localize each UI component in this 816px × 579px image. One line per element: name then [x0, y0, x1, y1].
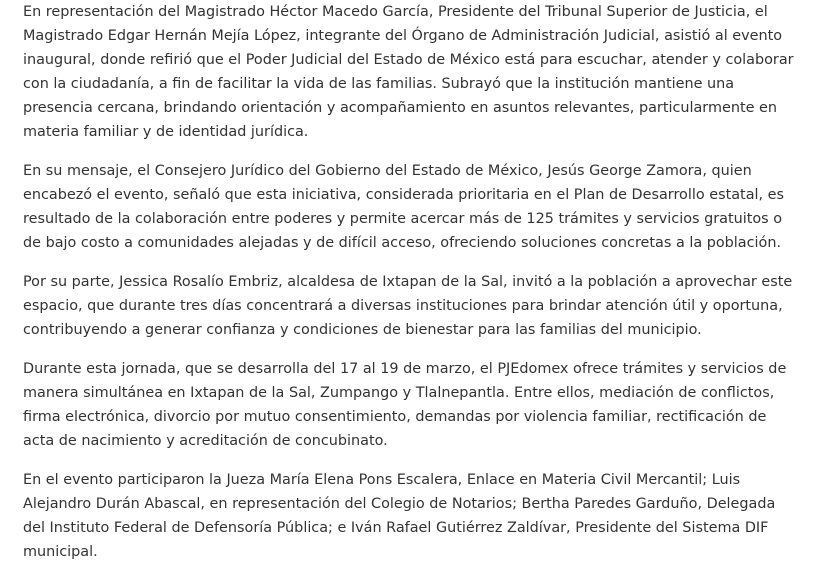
paragraph-magistrado: En representación del Magistrado Héctor Macedo García, Presidente del Tribunal Superior de Justicia, el Magistrado Edgar Hernán Mejía López, integrante del Órgano de Administración Judicial, asistió al evento inaugural, donde refirió que el Poder Judicial del Estado de México está para escuchar, atender y colaborar con la ciudadanía, a fin de facilitar la vida de las familias. Subrayó que la institución mantiene una presencia cercana, brindando orientación y acompañamiento en asuntos relevantes, particularmente en materia familiar y de identidad jurídica.: [23, 4, 794, 140]
paragraph-participantes: En el evento participaron la Jueza María Elena Pons Escalera, Enlace en Materia Civil Mercantil; Luis Alejandro Durán Abascal, en representación del Colegio de Notarios; Bertha Paredes Garduño, Delegada del Instituto Federal de Defensoría Pública; e Iván Rafael Gutiérrez Zaldívar, Presidente del Sistema DIF municipal.: [23, 472, 776, 560]
paragraph-consejero: En su mensaje, el Consejero Jurídico del Gobierno del Estado de México, Jesús George Zamora, quien encabezó el evento, señaló que esta iniciativa, considerada prioritaria en el Plan de Desarrollo estatal, es resultado de la colaboración entre poderes y permite acercar más de 125 trámites y servicios gratuitos o de bajo costo a comunidades alejadas y de difícil acceso, ofreciendo soluciones concretas a la población.: [23, 163, 785, 251]
article-body: [23, 0, 798, 579]
paragraph-jornada: Durante esta jornada, que se desarrolla del 17 al 19 de marzo, el PJEdomex ofrece trámites y servicios de manera simultánea en Ixtapan de la Sal, Zumpango y Tlalnepantla. Entre ellos, mediación de conflictos, firma electrónica, divorcio por mutuo consentimiento, demandas por violencia familiar, rectificación de acta de nacimiento y acreditación de concubinato.: [23, 361, 787, 449]
paragraph-alcaldesa: Por su parte, Jessica Rosalío Embriz, alcaldesa de Ixtapan de la Sal, invitó a la población a aprovechar este espacio, que durante tres días concentrará a diversas instituciones para brindar atención útil y oportuna, contribuyendo a generar confianza y condiciones de bienestar para las familias del municipio.: [23, 274, 793, 338]
